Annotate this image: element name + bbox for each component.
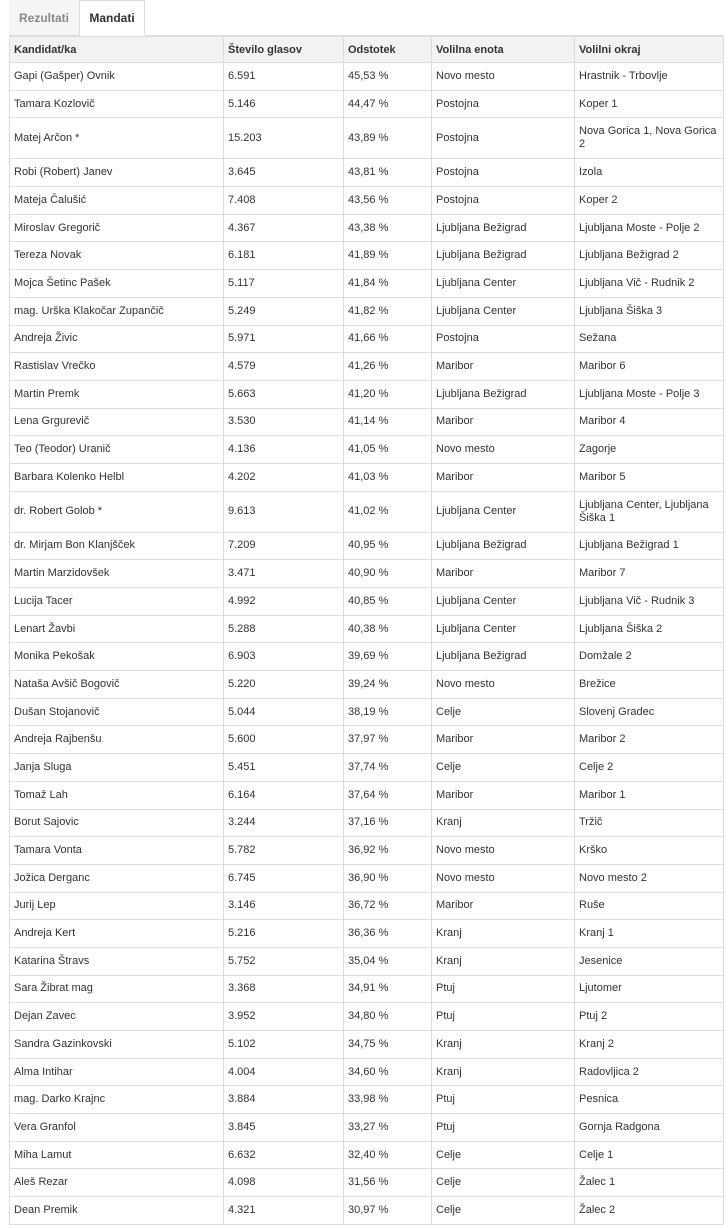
cell-percentage: 36,36 %: [344, 920, 432, 948]
cell-votes: 6.591: [224, 63, 344, 91]
table-row: [10, 1197, 724, 1225]
cell-electoral-unit: Novo mesto: [432, 436, 575, 464]
cell-percentage: 40,90 %: [344, 560, 432, 588]
cell-candidate: Gapi (Gašper) Ovnik: [10, 63, 224, 91]
cell-percentage: 43,56 %: [344, 187, 432, 215]
tab-bar: [0, 0, 728, 36]
cell-votes: 4.098: [224, 1169, 344, 1197]
cell-electoral-unit: Ptuj: [432, 1114, 575, 1142]
cell-votes: 3.952: [224, 1003, 344, 1031]
cell-electoral-unit: Ljubljana Bežigrad: [432, 532, 575, 560]
cell-electoral-unit: Ptuj: [432, 975, 575, 1003]
table-row: [10, 353, 724, 381]
cell-votes: 3.368: [224, 975, 344, 1003]
cell-candidate: Mojca Šetinc Pašek: [10, 270, 224, 298]
cell-candidate: Vera Granfol: [10, 1114, 224, 1142]
cell-electoral-unit: Ljubljana Center: [432, 297, 575, 325]
cell-candidate: mag. Urška Klakočar Zupančič: [10, 297, 224, 325]
cell-electoral-unit: Maribor: [432, 726, 575, 754]
cell-candidate: Jurij Lep: [10, 892, 224, 920]
cell-votes: 4.992: [224, 588, 344, 616]
cell-candidate: Jožica Derganc: [10, 864, 224, 892]
cell-candidate: Andreja Živic: [10, 325, 224, 353]
cell-percentage: 41,02 %: [344, 491, 432, 532]
table-row: [10, 560, 724, 588]
table-row: [10, 1003, 724, 1031]
cell-percentage: 34,80 %: [344, 1003, 432, 1031]
cell-electoral-unit: Novo mesto: [432, 63, 575, 91]
cell-votes: 5.663: [224, 380, 344, 408]
table-row: [10, 63, 724, 91]
table-row: [10, 1031, 724, 1059]
cell-candidate: Mateja Čalušić: [10, 187, 224, 215]
cell-electoral-district: Ljubljana Center, Ljubljana Šiška 1: [575, 491, 724, 532]
cell-votes: 5.102: [224, 1031, 344, 1059]
cell-electoral-district: Žalec 2: [575, 1197, 724, 1225]
table-row: [10, 1169, 724, 1197]
table-row: [10, 615, 724, 643]
cell-votes: 4.579: [224, 353, 344, 381]
cell-percentage: 36,90 %: [344, 864, 432, 892]
header-votes[interactable]: Število glasov: [224, 37, 344, 63]
cell-electoral-district: Koper 1: [575, 90, 724, 118]
cell-electoral-district: Sežana: [575, 325, 724, 353]
cell-candidate: Alma Intihar: [10, 1058, 224, 1086]
cell-candidate: Robi (Robert) Janev: [10, 159, 224, 187]
cell-votes: 4.367: [224, 214, 344, 242]
cell-votes: 5.752: [224, 947, 344, 975]
cell-electoral-district: Ljubljana Moste - Polje 3: [575, 380, 724, 408]
cell-electoral-unit: Ljubljana Center: [432, 491, 575, 532]
cell-percentage: 44,47 %: [344, 90, 432, 118]
cell-electoral-unit: Celje: [432, 1141, 575, 1169]
table-row: [10, 325, 724, 353]
cell-electoral-district: Gornja Radgona: [575, 1114, 724, 1142]
cell-votes: 15.203: [224, 118, 344, 159]
cell-electoral-district: Maribor 4: [575, 408, 724, 436]
cell-votes: 5.451: [224, 754, 344, 782]
cell-candidate: Dušan Stojanovič: [10, 698, 224, 726]
header-candidate[interactable]: Kandidat/ka: [10, 37, 224, 63]
cell-electoral-district: Maribor 7: [575, 560, 724, 588]
cell-votes: 5.782: [224, 837, 344, 865]
cell-candidate: Lucija Tacer: [10, 588, 224, 616]
cell-electoral-district: Zagorje: [575, 436, 724, 464]
cell-votes: 6.164: [224, 781, 344, 809]
table-row: [10, 975, 724, 1003]
cell-electoral-unit: Ljubljana Bežigrad: [432, 643, 575, 671]
header-percentage[interactable]: Odstotek: [344, 37, 432, 63]
table-row: [10, 588, 724, 616]
cell-votes: 5.146: [224, 90, 344, 118]
cell-electoral-district: Ljubljana Vič - Rudnik 3: [575, 588, 724, 616]
cell-candidate: Andreja Kert: [10, 920, 224, 948]
cell-electoral-district: Pesnica: [575, 1086, 724, 1114]
cell-percentage: 39,69 %: [344, 643, 432, 671]
cell-electoral-district: Maribor 6: [575, 353, 724, 381]
cell-electoral-unit: Postojna: [432, 325, 575, 353]
cell-percentage: 34,91 %: [344, 975, 432, 1003]
cell-electoral-district: Ljutomer: [575, 975, 724, 1003]
cell-percentage: 41,89 %: [344, 242, 432, 270]
cell-votes: 5.288: [224, 615, 344, 643]
cell-electoral-unit: Maribor: [432, 560, 575, 588]
table-row: [10, 837, 724, 865]
cell-electoral-unit: Postojna: [432, 90, 575, 118]
cell-candidate: mag. Darko Krajnc: [10, 1086, 224, 1114]
cell-votes: 3.244: [224, 809, 344, 837]
cell-electoral-unit: Maribor: [432, 463, 575, 491]
cell-electoral-unit: Postojna: [432, 187, 575, 215]
cell-electoral-district: Celje 2: [575, 754, 724, 782]
cell-electoral-unit: Postojna: [432, 159, 575, 187]
cell-percentage: 39,24 %: [344, 671, 432, 699]
cell-electoral-district: Celje 1: [575, 1141, 724, 1169]
header-electoral-district[interactable]: Volilni okraj: [575, 37, 724, 63]
cell-percentage: 40,95 %: [344, 532, 432, 560]
cell-electoral-unit: Maribor: [432, 353, 575, 381]
cell-electoral-unit: Kranj: [432, 920, 575, 948]
table-row: [10, 1058, 724, 1086]
cell-electoral-unit: Maribor: [432, 781, 575, 809]
table-row: [10, 214, 724, 242]
cell-electoral-unit: Ljubljana Bežigrad: [432, 380, 575, 408]
cell-votes: 6.745: [224, 864, 344, 892]
cell-percentage: 32,40 %: [344, 1141, 432, 1169]
table-row: [10, 380, 724, 408]
table-row: [10, 270, 724, 298]
cell-candidate: Barbara Kolenko Helbl: [10, 463, 224, 491]
cell-votes: 5.216: [224, 920, 344, 948]
cell-electoral-unit: Celje: [432, 1169, 575, 1197]
table-row: [10, 643, 724, 671]
table-row: [10, 1086, 724, 1114]
table-row: [10, 463, 724, 491]
cell-percentage: 43,38 %: [344, 214, 432, 242]
cell-candidate: Martin Marzidovšek: [10, 560, 224, 588]
cell-electoral-unit: Novo mesto: [432, 864, 575, 892]
cell-candidate: Martin Premk: [10, 380, 224, 408]
cell-votes: 3.471: [224, 560, 344, 588]
table-row: [10, 242, 724, 270]
cell-electoral-unit: Celje: [432, 754, 575, 782]
cell-percentage: 37,97 %: [344, 726, 432, 754]
cell-percentage: 40,38 %: [344, 615, 432, 643]
cell-candidate: Borut Sajovic: [10, 809, 224, 837]
cell-votes: 4.004: [224, 1058, 344, 1086]
cell-candidate: Katarina Štravs: [10, 947, 224, 975]
cell-percentage: 37,16 %: [344, 809, 432, 837]
cell-electoral-district: Kranj 1: [575, 920, 724, 948]
cell-votes: 5.220: [224, 671, 344, 699]
table-row: [10, 408, 724, 436]
cell-electoral-district: Izola: [575, 159, 724, 187]
cell-candidate: Andreja Rajbenšu: [10, 726, 224, 754]
cell-votes: 3.146: [224, 892, 344, 920]
cell-electoral-unit: Maribor: [432, 408, 575, 436]
cell-candidate: Sara Žibrat mag: [10, 975, 224, 1003]
cell-electoral-unit: Ljubljana Center: [432, 615, 575, 643]
table-row: [10, 1114, 724, 1142]
cell-votes: 7.209: [224, 532, 344, 560]
cell-electoral-district: Nova Gorica 1, Nova Gorica 2: [575, 118, 724, 159]
cell-candidate: Aleš Rezar: [10, 1169, 224, 1197]
cell-electoral-unit: Celje: [432, 1197, 575, 1225]
cell-candidate: Monika Pekošak: [10, 643, 224, 671]
table-row: [10, 436, 724, 464]
cell-votes: 5.971: [224, 325, 344, 353]
table-row: [10, 726, 724, 754]
cell-electoral-district: Jesenice: [575, 947, 724, 975]
cell-votes: 5.117: [224, 270, 344, 298]
table-row: [10, 864, 724, 892]
cell-votes: 5.044: [224, 698, 344, 726]
cell-electoral-district: Ljubljana Šiška 3: [575, 297, 724, 325]
cell-electoral-district: Brežice: [575, 671, 724, 699]
cell-candidate: Tamara Kozlovič: [10, 90, 224, 118]
cell-electoral-unit: Ljubljana Center: [432, 588, 575, 616]
cell-electoral-district: Novo mesto 2: [575, 864, 724, 892]
table-row: [10, 754, 724, 782]
cell-percentage: 43,89 %: [344, 118, 432, 159]
table-row: [10, 698, 724, 726]
cell-electoral-district: Maribor 2: [575, 726, 724, 754]
cell-percentage: 33,27 %: [344, 1114, 432, 1142]
cell-electoral-unit: Ljubljana Bežigrad: [432, 214, 575, 242]
cell-votes: 7.408: [224, 187, 344, 215]
cell-electoral-unit: Kranj: [432, 947, 575, 975]
cell-votes: 3.884: [224, 1086, 344, 1114]
cell-percentage: 33,98 %: [344, 1086, 432, 1114]
table-row: [10, 947, 724, 975]
cell-votes: 4.321: [224, 1197, 344, 1225]
table-body: [10, 63, 724, 1225]
cell-percentage: 41,05 %: [344, 436, 432, 464]
cell-percentage: 41,26 %: [344, 353, 432, 381]
mandates-table: [9, 36, 724, 1225]
table-row: [10, 781, 724, 809]
cell-candidate: Sandra Gazinkovski: [10, 1031, 224, 1059]
cell-candidate: Miha Lamut: [10, 1141, 224, 1169]
cell-candidate: Tomaž Lah: [10, 781, 224, 809]
table-row: [10, 532, 724, 560]
cell-electoral-unit: Ljubljana Bežigrad: [432, 242, 575, 270]
cell-electoral-unit: Kranj: [432, 1031, 575, 1059]
cell-candidate: Lena Grgurevič: [10, 408, 224, 436]
cell-percentage: 41,14 %: [344, 408, 432, 436]
cell-candidate: Dejan Zavec: [10, 1003, 224, 1031]
cell-electoral-district: Maribor 1: [575, 781, 724, 809]
header-electoral-unit[interactable]: Volilna enota: [432, 37, 575, 63]
table-row: [10, 187, 724, 215]
cell-votes: 4.136: [224, 436, 344, 464]
tab-mandati[interactable]: Mandati: [79, 0, 145, 36]
table-row: [10, 90, 724, 118]
cell-candidate: Tamara Vonta: [10, 837, 224, 865]
table-header-row: [10, 37, 724, 63]
table-row: [10, 892, 724, 920]
cell-electoral-unit: Ptuj: [432, 1003, 575, 1031]
cell-votes: 4.202: [224, 463, 344, 491]
table-row: [10, 297, 724, 325]
cell-electoral-district: Maribor 5: [575, 463, 724, 491]
cell-electoral-unit: Novo mesto: [432, 837, 575, 865]
cell-percentage: 34,75 %: [344, 1031, 432, 1059]
cell-percentage: 34,60 %: [344, 1058, 432, 1086]
cell-electoral-district: Ljubljana Moste - Polje 2: [575, 214, 724, 242]
cell-electoral-district: Ljubljana Vič - Rudnik 2: [575, 270, 724, 298]
cell-votes: 3.530: [224, 408, 344, 436]
cell-percentage: 37,64 %: [344, 781, 432, 809]
cell-percentage: 41,20 %: [344, 380, 432, 408]
cell-electoral-district: Domžale 2: [575, 643, 724, 671]
cell-percentage: 38,19 %: [344, 698, 432, 726]
cell-electoral-district: Ljubljana Bežigrad 2: [575, 242, 724, 270]
cell-electoral-district: Ruše: [575, 892, 724, 920]
cell-electoral-unit: Postojna: [432, 118, 575, 159]
cell-percentage: 43,81 %: [344, 159, 432, 187]
cell-electoral-district: Ptuj 2: [575, 1003, 724, 1031]
cell-candidate: Tereza Novak: [10, 242, 224, 270]
cell-candidate: dr. Mirjam Bon Klanjšček: [10, 532, 224, 560]
cell-candidate: Janja Sluga: [10, 754, 224, 782]
cell-electoral-district: Koper 2: [575, 187, 724, 215]
cell-electoral-district: Slovenj Gradec: [575, 698, 724, 726]
cell-percentage: 30,97 %: [344, 1197, 432, 1225]
cell-electoral-district: Radovljica 2: [575, 1058, 724, 1086]
cell-candidate: Dean Premik: [10, 1197, 224, 1225]
cell-electoral-unit: Novo mesto: [432, 671, 575, 699]
cell-electoral-unit: Celje: [432, 698, 575, 726]
cell-votes: 3.845: [224, 1114, 344, 1142]
cell-electoral-district: Ljubljana Šiška 2: [575, 615, 724, 643]
cell-electoral-unit: Maribor: [432, 892, 575, 920]
cell-electoral-district: Ljubljana Bežigrad 1: [575, 532, 724, 560]
table-row: [10, 118, 724, 159]
cell-percentage: 41,03 %: [344, 463, 432, 491]
cell-electoral-district: Kranj 2: [575, 1031, 724, 1059]
cell-percentage: 35,04 %: [344, 947, 432, 975]
cell-candidate: Matej Arčon *: [10, 118, 224, 159]
cell-electoral-unit: Kranj: [432, 809, 575, 837]
cell-percentage: 45,53 %: [344, 63, 432, 91]
cell-votes: 3.645: [224, 159, 344, 187]
cell-percentage: 36,72 %: [344, 892, 432, 920]
cell-electoral-district: Krško: [575, 837, 724, 865]
cell-candidate: Teo (Teodor) Uranič: [10, 436, 224, 464]
cell-percentage: 37,74 %: [344, 754, 432, 782]
cell-electoral-district: Hrastnik - Trbovlje: [575, 63, 724, 91]
cell-candidate: Miroslav Gregorič: [10, 214, 224, 242]
cell-votes: 6.903: [224, 643, 344, 671]
cell-electoral-unit: Ljubljana Center: [432, 270, 575, 298]
cell-candidate: Lenart Žavbi: [10, 615, 224, 643]
cell-votes: 9.613: [224, 491, 344, 532]
cell-votes: 5.600: [224, 726, 344, 754]
cell-electoral-unit: Ptuj: [432, 1086, 575, 1114]
cell-percentage: 41,84 %: [344, 270, 432, 298]
cell-percentage: 31,56 %: [344, 1169, 432, 1197]
table-row: [10, 920, 724, 948]
cell-votes: 5.249: [224, 297, 344, 325]
table-row: [10, 809, 724, 837]
table-row: [10, 671, 724, 699]
cell-percentage: 40,85 %: [344, 588, 432, 616]
table-row: [10, 491, 724, 532]
table-row: [10, 1141, 724, 1169]
cell-percentage: 41,66 %: [344, 325, 432, 353]
cell-electoral-unit: Kranj: [432, 1058, 575, 1086]
cell-candidate: Rastislav Vrečko: [10, 353, 224, 381]
cell-electoral-district: Tržič: [575, 809, 724, 837]
cell-percentage: 36,92 %: [344, 837, 432, 865]
cell-votes: 6.181: [224, 242, 344, 270]
cell-votes: 6.632: [224, 1141, 344, 1169]
cell-electoral-district: Žalec 1: [575, 1169, 724, 1197]
tab-rezultati[interactable]: Rezultati: [9, 0, 79, 35]
cell-percentage: 41,82 %: [344, 297, 432, 325]
cell-candidate: dr. Robert Golob *: [10, 491, 224, 532]
table-row: [10, 159, 724, 187]
cell-candidate: Nataša Avšič Bogovič: [10, 671, 224, 699]
